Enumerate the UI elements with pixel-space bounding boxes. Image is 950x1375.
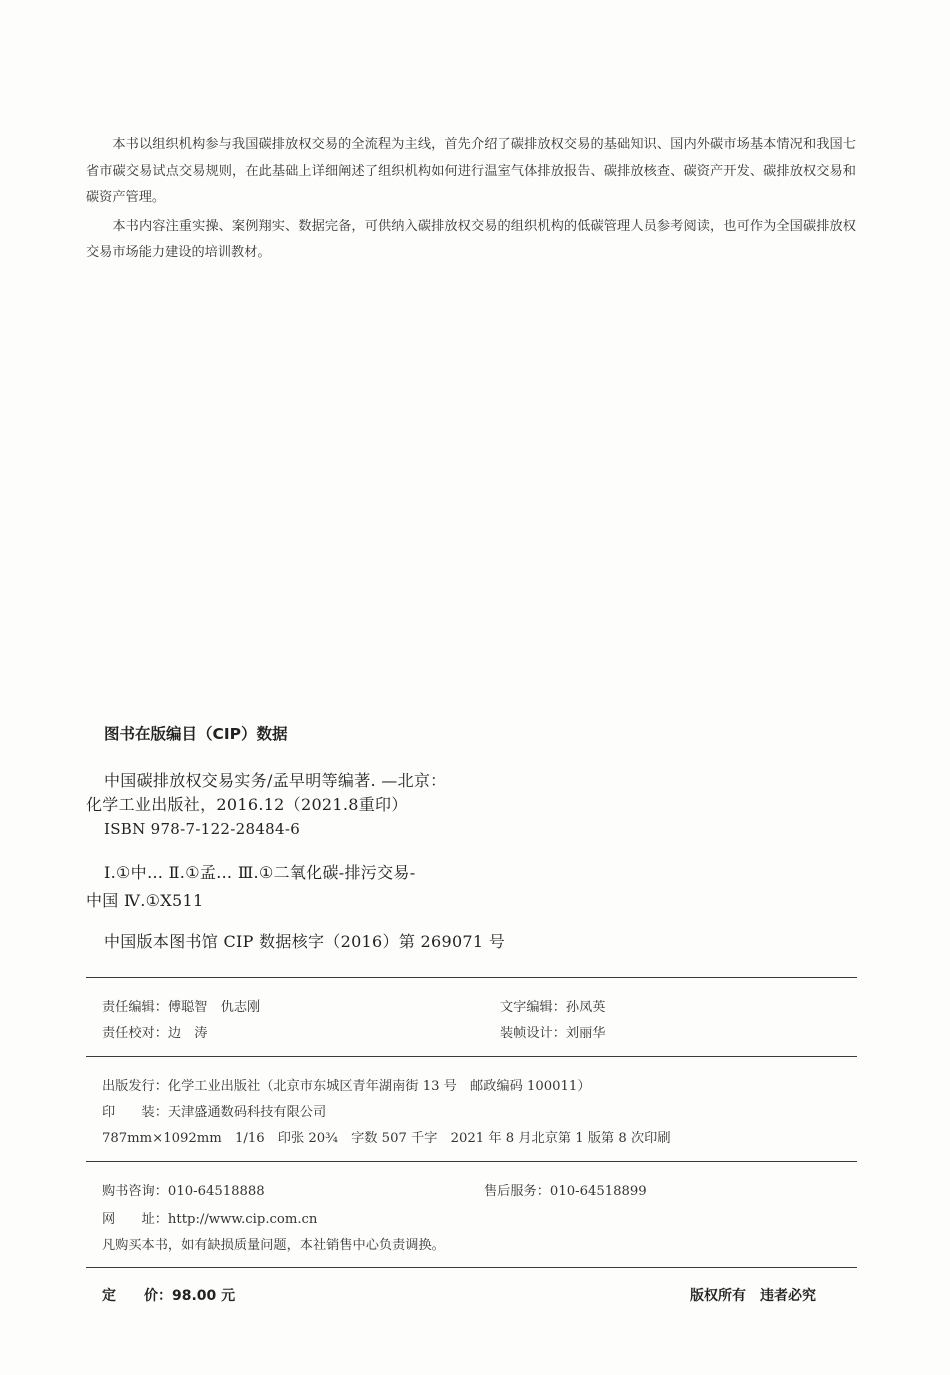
- cip-title-line: 中国碳排放权交易实务/孟早明等编著. —北京：: [104, 771, 447, 790]
- print-specs: 787mm×1092mm 1/16 印张 20¾ 字数 507 千字 2021 年 8 月北京第 1 版第 8 次印刷: [102, 1131, 671, 1146]
- abstract-paragraph-1: 本书以组织机构参与我国碳排放权交易的全流程为主线，首先介绍了碳排放权交易的基础知识、国内外碳市场基本情况和我国七省市碳交易试点交易规则，在此基础上详细阐述了组织机构如何进行温室气体排放报告、碳排放核查、碳资产开发、碳排放权交易和碳资产管理。: [86, 137, 856, 205]
- purchase-hotline: 购书咨询：010-64518888: [102, 1184, 265, 1199]
- proofreader: 责任校对：边 涛: [102, 1026, 208, 1041]
- responsible-editor: 责任编辑：傅聪智 仇志刚: [102, 1000, 261, 1015]
- cip-record-number: 中国版本图书馆 CIP 数据核字（2016）第 269071 号: [104, 932, 506, 951]
- book-price: 定 价：98.00 元: [102, 1288, 236, 1304]
- divider-rule: [86, 1267, 857, 1268]
- publisher-info: 出版发行：化学工业出版社（北京市东城区青年湖南街 13 号 邮政编码 100011）: [102, 1079, 591, 1094]
- replacement-notice: 凡购买本书，如有缺损质量问题，本社销售中心负责调换。: [102, 1238, 445, 1253]
- book-abstract: [86, 132, 856, 267]
- rights-notice: 版权所有 违者必究: [690, 1288, 816, 1304]
- divider-rule: [86, 977, 857, 978]
- cip-publisher-line: 化学工业出版社，2016.12（2021.8重印）: [86, 795, 408, 814]
- website-link[interactable]: 网 址：http://www.cip.com.cn: [102, 1212, 318, 1227]
- cip-isbn: ISBN 978-7-122-28484-6: [104, 820, 301, 838]
- abstract-paragraph-2: 本书内容注重实操、案例翔实、数据完备，可供纳入碳排放权交易的组织机构的低碳管理人员参考阅读，也可作为全国碳排放权交易市场能力建设的培训教材。: [86, 218, 856, 260]
- printer-info: 印 装：天津盛通数码科技有限公司: [102, 1105, 327, 1120]
- cip-subject-line: Ⅰ.①中… Ⅱ.①孟… Ⅲ.①二氧化碳-排污交易-: [104, 863, 416, 882]
- cip-heading: 图书在版编目（CIP）数据: [104, 725, 288, 743]
- divider-rule: [86, 1056, 857, 1057]
- divider-rule: [86, 1161, 857, 1162]
- text-editor: 文字编辑：孙凤英: [500, 1000, 606, 1015]
- cover-designer: 装帧设计：刘丽华: [500, 1026, 606, 1041]
- after-sales-hotline: 售后服务：010-64518899: [484, 1184, 647, 1199]
- cip-classification-line: 中国 Ⅳ.①X511: [86, 891, 204, 910]
